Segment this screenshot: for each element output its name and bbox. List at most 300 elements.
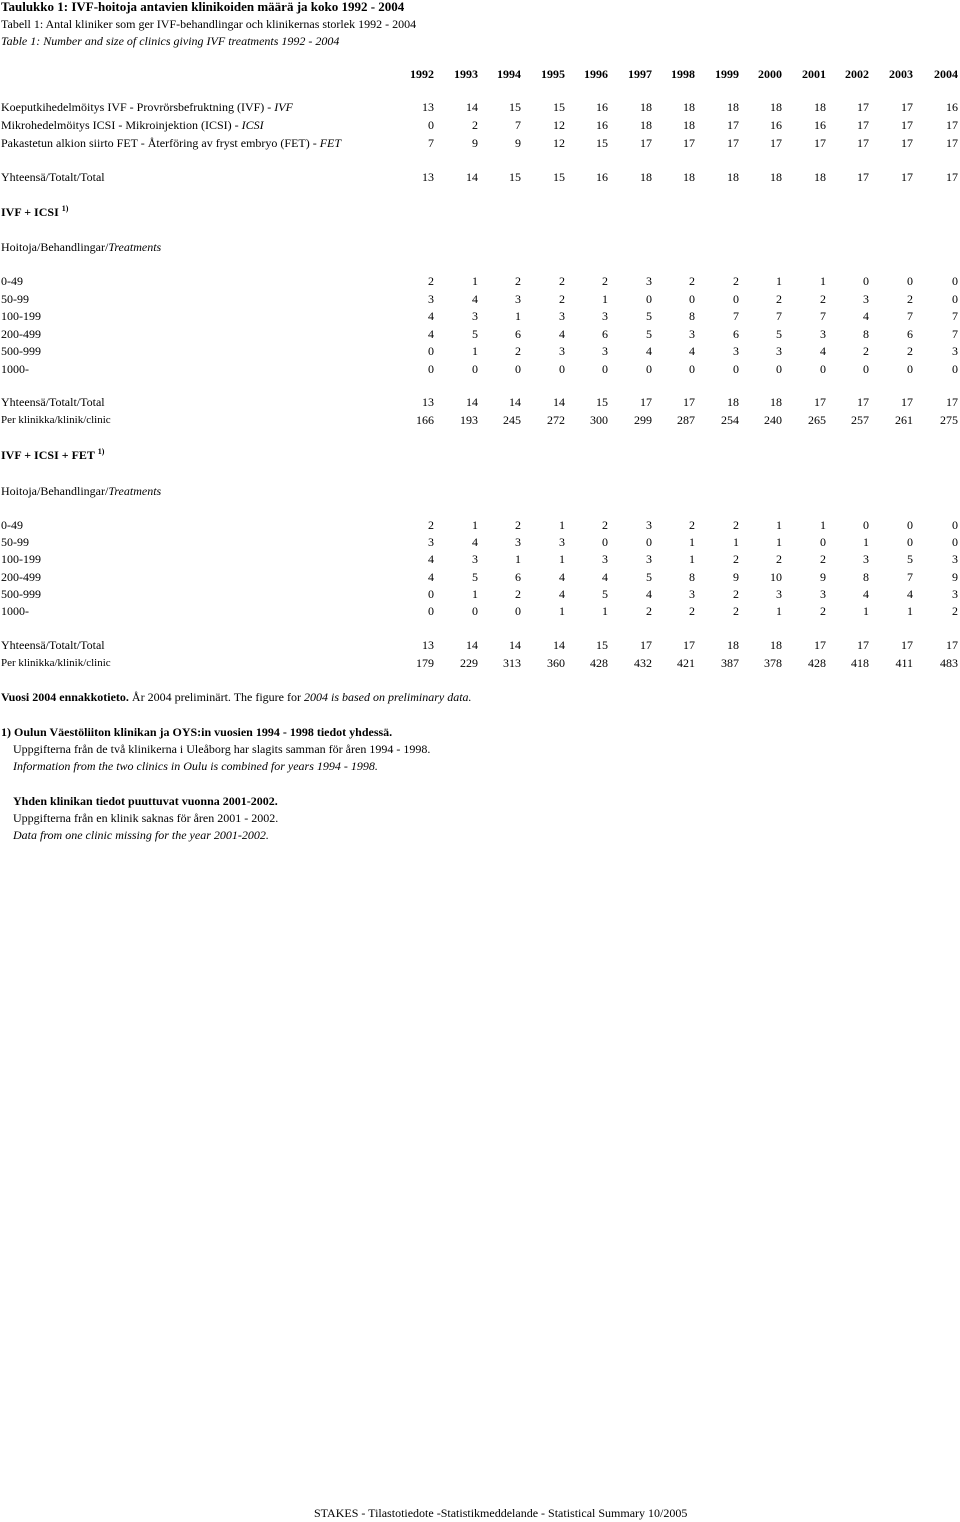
cell-value: 2 (646, 604, 652, 618)
cell-value: 0 (952, 274, 958, 288)
cell-value: 4 (907, 586, 913, 601)
row-label-en: ICSI (241, 118, 264, 132)
cell-value: 0 (472, 361, 478, 376)
cell-value: 17 (857, 100, 869, 114)
section3-heading-note: 1) (97, 447, 105, 456)
cell-value: 2 (820, 291, 826, 306)
cell-value: 1995 (541, 67, 565, 81)
cell-value: 17 (727, 118, 739, 132)
table-row (0, 362, 960, 376)
cell-value: 0 (515, 604, 521, 618)
row-label (1, 395, 105, 409)
cell-value: 17 (946, 118, 958, 132)
row-label (1, 274, 23, 288)
cell-value: 18 (770, 100, 782, 114)
cell-value: 2 (472, 118, 478, 132)
cell-value: 3 (863, 552, 869, 567)
row-label-en: IVF (274, 100, 293, 114)
table-row (0, 604, 960, 618)
note1-sv: Uppgifterna från de två klinikerna i Uleåborg har slagits samman för åren 1994 - 1998. (13, 742, 431, 756)
cell-value: 17 (901, 118, 913, 132)
cell-value: 2 (733, 586, 739, 601)
section2-per-clinic-row (0, 413, 960, 427)
cell-value: 1 (907, 604, 913, 618)
cell-value: 17 (857, 395, 869, 409)
cell-value: 2 (428, 518, 434, 532)
cell-value: 2 (515, 274, 521, 288)
table-row (0, 587, 960, 601)
cell-value: 4 (559, 326, 565, 341)
cell-value: 16 (596, 100, 608, 114)
cell-value: 300 (590, 413, 608, 427)
cell-value: 0 (689, 361, 695, 376)
cell-value: 15 (596, 395, 608, 409)
cell-value: 17 (946, 170, 958, 184)
note-prelim-en-italic: 2004 is based on preliminary data. (304, 690, 472, 704)
cell-value: 3 (776, 344, 782, 358)
cell-value: 0 (952, 535, 958, 550)
cell-value: 0 (863, 274, 869, 288)
table-row (0, 570, 960, 584)
cell-value: 2001 (802, 67, 826, 81)
cell-value: 17 (770, 136, 782, 150)
page-footer: STAKES - Tilastotiedote -Statistikmeddelande - Statistical Summary 10/2005 (314, 1506, 688, 1520)
table-row (0, 309, 960, 323)
table-row (0, 327, 960, 341)
cell-value: 18 (683, 118, 695, 132)
cell-value: 313 (503, 656, 521, 670)
cell-value: 4 (428, 309, 434, 323)
cell-value: 1 (602, 291, 608, 306)
cell-value: 3 (689, 326, 695, 341)
cell-value: 9 (733, 569, 739, 584)
cell-value: 17 (901, 170, 913, 184)
cell-value: 4 (472, 291, 478, 306)
cell-value: 6 (602, 326, 608, 341)
cell-value: 3 (515, 535, 521, 550)
cell-value: 17 (901, 136, 913, 150)
cell-value: 2 (776, 291, 782, 306)
cell-value: 3 (820, 586, 826, 601)
cell-value: 1 (472, 274, 478, 288)
cell-value: 7 (820, 309, 826, 323)
cell-value: 1 (689, 535, 695, 550)
cell-value: 17 (640, 136, 652, 150)
cell-value: 3 (602, 344, 608, 358)
cell-value: 17 (857, 136, 869, 150)
cell-value: 2 (733, 274, 739, 288)
cell-value: 14 (466, 100, 478, 114)
cell-value: 17 (683, 136, 695, 150)
cell-value: 3 (472, 309, 478, 323)
row-label (1, 118, 264, 132)
cell-value: 0 (646, 291, 652, 306)
cell-value: 1 (776, 535, 782, 550)
row-label (1, 170, 105, 184)
cell-value: 378 (764, 656, 782, 670)
cell-value: 2 (820, 552, 826, 567)
row-label-text: Per klinikka/klinik/clinic (1, 414, 111, 426)
cell-value: 18 (727, 170, 739, 184)
cell-value: 1996 (584, 67, 608, 81)
cell-value: 4 (863, 309, 869, 323)
cell-value: 0 (863, 361, 869, 376)
cell-value: 17 (901, 100, 913, 114)
cell-value: 428 (590, 656, 608, 670)
cell-value: 1997 (628, 67, 652, 81)
row-label-text: Yhteensä/Totalt/Total (1, 395, 105, 409)
cell-value: 1 (776, 518, 782, 532)
cell-value: 387 (721, 656, 739, 670)
cell-value: 12 (553, 136, 565, 150)
cell-value: 3 (602, 552, 608, 567)
cell-value: 2 (602, 518, 608, 532)
row-label-text: 500-999 (1, 344, 41, 358)
row-label (1, 327, 41, 341)
table-row (0, 552, 960, 566)
cell-value: 2 (863, 344, 869, 358)
section3-total-row (0, 638, 960, 652)
cell-value: 15 (553, 170, 565, 184)
cell-value: 7 (733, 309, 739, 323)
cell-value: 0 (428, 118, 434, 132)
cell-value: 1 (515, 552, 521, 567)
row-label-text: 1000- (1, 361, 29, 376)
cell-value: 1 (472, 518, 478, 532)
cell-value: 3 (733, 344, 739, 358)
cell-value: 18 (640, 170, 652, 184)
section2-heading-note: 1) (61, 204, 69, 213)
cell-value: 0 (602, 535, 608, 550)
cell-value: 2 (515, 518, 521, 532)
cell-value: 1 (689, 552, 695, 567)
cell-value: 14 (553, 638, 565, 652)
cell-value: 0 (733, 291, 739, 306)
cell-value: 2 (776, 552, 782, 567)
cell-value: 6 (515, 326, 521, 341)
note-preliminary (1, 690, 472, 704)
cell-value: 4 (559, 569, 565, 584)
cell-value: 9 (472, 136, 478, 150)
cell-value: 17 (946, 638, 958, 652)
section3-treatments-label (1, 484, 161, 498)
cell-value: 1999 (715, 67, 739, 81)
row-label (1, 136, 341, 150)
cell-value: 4 (428, 552, 434, 567)
row-label (1, 413, 111, 427)
note2-sv: Uppgifterna från en klinik saknas för åren 2001 - 2002. (13, 811, 279, 825)
cell-value: 3 (515, 291, 521, 306)
section2-heading-text: IVF + ICSI (1, 205, 59, 219)
cell-value: 13 (422, 100, 434, 114)
cell-value: 18 (814, 100, 826, 114)
cell-value: 3 (952, 586, 958, 601)
section3-heading (1, 448, 104, 462)
cell-value: 18 (683, 170, 695, 184)
cell-value: 7 (952, 326, 958, 341)
cell-value: 0 (733, 361, 739, 376)
cell-value: 1 (863, 535, 869, 550)
cell-value: 0 (907, 274, 913, 288)
cell-value: 17 (857, 170, 869, 184)
cell-value: 0 (776, 361, 782, 376)
cell-value: 0 (907, 361, 913, 376)
cell-value: 18 (814, 170, 826, 184)
cell-value: 17 (857, 118, 869, 132)
cell-value: 287 (677, 413, 695, 427)
year-header-row (0, 67, 960, 81)
row-label-text: 200-499 (1, 569, 41, 584)
cell-value: 9 (820, 569, 826, 584)
cell-value: 2 (907, 291, 913, 306)
row-label-text: Koeputkihedelmöitys IVF - Provrörsbefruktning (IVF) - (1, 100, 275, 114)
section2-total-row (0, 395, 960, 409)
row-label (1, 656, 111, 670)
cell-value: 1 (776, 604, 782, 618)
cell-value: 0 (428, 586, 434, 601)
section2-heading (1, 205, 68, 219)
cell-value: 18 (640, 100, 652, 114)
cell-value: 418 (851, 656, 869, 670)
cell-value: 9 (515, 136, 521, 150)
cell-value: 1998 (671, 67, 695, 81)
cell-value: 17 (814, 395, 826, 409)
cell-value: 0 (907, 535, 913, 550)
cell-value: 240 (764, 413, 782, 427)
row-label-text: Pakastetun alkion siirto FET - Återföring av fryst embryo (FET) - (1, 136, 320, 150)
cell-value: 17 (814, 638, 826, 652)
cell-value: 7 (428, 136, 434, 150)
cell-value: 7 (515, 118, 521, 132)
cell-value: 18 (727, 638, 739, 652)
cell-value: 428 (808, 656, 826, 670)
cell-value: 8 (689, 309, 695, 323)
cell-value: 0 (428, 604, 434, 618)
cell-value: 2 (820, 604, 826, 618)
cell-value: 16 (596, 118, 608, 132)
row-label-text: 100-199 (1, 309, 41, 323)
row-label-text: 500-999 (1, 586, 41, 601)
cell-value: 0 (559, 361, 565, 376)
cell-value: 257 (851, 413, 869, 427)
table-row (0, 535, 960, 549)
cell-value: 275 (940, 413, 958, 427)
cell-value: 14 (466, 395, 478, 409)
note-prelim-en-plain: The figure for (230, 690, 304, 704)
cell-value: 18 (770, 638, 782, 652)
cell-value: 14 (466, 638, 478, 652)
cell-value: 16 (596, 170, 608, 184)
cell-value: 16 (814, 118, 826, 132)
cell-value: 14 (509, 638, 521, 652)
cell-value: 3 (952, 552, 958, 567)
cell-value: 17 (683, 395, 695, 409)
cell-value: 1993 (454, 67, 478, 81)
cell-value: 14 (466, 170, 478, 184)
cell-value: 0 (428, 344, 434, 358)
cell-value: 3 (428, 535, 434, 550)
cell-value: 3 (689, 586, 695, 601)
note1-en: Information from the two clinics in Oulu is combined for years 1994 - 1998. (13, 759, 378, 773)
cell-value: 15 (596, 638, 608, 652)
cell-value: 193 (460, 413, 478, 427)
cell-value: 4 (863, 586, 869, 601)
cell-value: 1 (515, 309, 521, 323)
cell-value: 3 (559, 344, 565, 358)
cell-value: 5 (646, 309, 652, 323)
row-label (1, 344, 41, 358)
cell-value: 17 (901, 638, 913, 652)
cell-value: 3 (559, 309, 565, 323)
title-fi: Taulukko 1: IVF-hoitoja antavien klinikoiden määrä ja koko 1992 - 2004 (1, 0, 405, 14)
cell-value: 299 (634, 413, 652, 427)
cell-value: 1 (820, 274, 826, 288)
cell-value: 229 (460, 656, 478, 670)
row-label (1, 309, 41, 323)
row-label (1, 570, 41, 584)
section3-per-clinic-row (0, 656, 960, 670)
table-row (0, 118, 960, 132)
row-label (1, 604, 29, 618)
cell-value: 4 (820, 344, 826, 358)
cell-value: 254 (721, 413, 739, 427)
table-row (0, 274, 960, 288)
cell-value: 3 (863, 291, 869, 306)
row-label-text: 0-49 (1, 274, 23, 288)
note-prelim-fi: Vuosi 2004 ennakkotieto. (1, 690, 129, 704)
cell-value: 14 (509, 395, 521, 409)
cell-value: 6 (515, 569, 521, 584)
cell-value: 0 (428, 361, 434, 376)
cell-value: 3 (820, 326, 826, 341)
cell-value: 2 (559, 291, 565, 306)
cell-value: 2 (559, 274, 565, 288)
cell-value: 4 (602, 569, 608, 584)
cell-value: 4 (689, 344, 695, 358)
row-label (1, 362, 29, 376)
cell-value: 3 (602, 309, 608, 323)
cell-value: 18 (770, 395, 782, 409)
cell-value: 3 (646, 552, 652, 567)
cell-value: 265 (808, 413, 826, 427)
table-row (0, 344, 960, 358)
cell-value: 4 (428, 569, 434, 584)
row-label (1, 518, 23, 532)
cell-value: 3 (646, 274, 652, 288)
cell-value: 3 (952, 344, 958, 358)
cell-value: 18 (727, 100, 739, 114)
cell-value: 1 (820, 518, 826, 532)
cell-value: 3 (559, 535, 565, 550)
row-label (1, 552, 41, 566)
cell-value: 0 (602, 361, 608, 376)
cell-value: 16 (946, 100, 958, 114)
cell-value: 0 (952, 361, 958, 376)
row-label-text: Yhteensä/Totalt/Total (1, 170, 105, 184)
cell-value: 17 (814, 136, 826, 150)
note-prelim-sv: År 2004 preliminärt. (128, 690, 231, 704)
cell-value: 17 (640, 395, 652, 409)
cell-value: 261 (895, 413, 913, 427)
cell-value: 17 (683, 638, 695, 652)
cell-value: 1994 (497, 67, 521, 81)
cell-value: 2 (952, 604, 958, 618)
cell-value: 18 (640, 118, 652, 132)
cell-value: 483 (940, 656, 958, 670)
cell-value: 2 (428, 274, 434, 288)
cell-value: 0 (689, 291, 695, 306)
cell-value: 0 (952, 291, 958, 306)
cell-value: 2 (907, 344, 913, 358)
cell-value: 10 (770, 569, 782, 584)
cell-value: 17 (946, 136, 958, 150)
cell-value: 2004 (934, 67, 958, 81)
cell-value: 432 (634, 656, 652, 670)
cell-value: 13 (422, 170, 434, 184)
title-en: Table 1: Number and size of clinics giving IVF treatments 1992 - 2004 (1, 34, 340, 48)
cell-value: 179 (416, 656, 434, 670)
cell-value: 8 (689, 569, 695, 584)
cell-value: 4 (428, 326, 434, 341)
cell-value: 8 (863, 569, 869, 584)
cell-value: 1 (602, 604, 608, 618)
cell-value: 18 (683, 100, 695, 114)
cell-value: 360 (547, 656, 565, 670)
cell-value: 3 (428, 291, 434, 306)
cell-value: 2 (689, 604, 695, 618)
cell-value: 17 (857, 638, 869, 652)
cell-value: 15 (596, 136, 608, 150)
cell-value: 9 (952, 569, 958, 584)
cell-value: 1 (472, 586, 478, 601)
table-row (0, 136, 960, 150)
cell-value: 0 (515, 361, 521, 376)
cell-value: 7 (776, 309, 782, 323)
section3-treatments-text: Hoitoja/Behandlingar/ (1, 484, 109, 498)
cell-value: 2 (733, 552, 739, 567)
cell-value: 15 (553, 100, 565, 114)
cell-value: 5 (776, 326, 782, 341)
cell-value: 166 (416, 413, 434, 427)
cell-value: 13 (422, 395, 434, 409)
cell-value: 245 (503, 413, 521, 427)
cell-value: 1992 (410, 67, 434, 81)
cell-value: 12 (553, 118, 565, 132)
cell-value: 411 (895, 656, 913, 670)
row-label (1, 535, 29, 549)
cell-value: 4 (646, 344, 652, 358)
cell-value: 0 (863, 518, 869, 532)
cell-value: 2003 (889, 67, 913, 81)
section1-total-row (0, 170, 960, 184)
cell-value: 7 (952, 309, 958, 323)
cell-value: 6 (907, 326, 913, 341)
cell-value: 5 (472, 569, 478, 584)
cell-value: 1 (559, 604, 565, 618)
cell-value: 2 (515, 586, 521, 601)
section3-heading-text: IVF + ICSI + FET (1, 448, 95, 462)
cell-value: 7 (907, 309, 913, 323)
cell-value: 8 (863, 326, 869, 341)
row-label (1, 292, 29, 306)
note2-en: Data from one clinic missing for the year 2001-2002. (13, 828, 269, 842)
table-row (0, 100, 960, 114)
cell-value: 5 (907, 552, 913, 567)
section2-treatments-text: Hoitoja/Behandlingar/ (1, 240, 109, 254)
row-label-text: 100-199 (1, 552, 41, 567)
cell-value: 16 (770, 118, 782, 132)
row-label (1, 638, 105, 652)
